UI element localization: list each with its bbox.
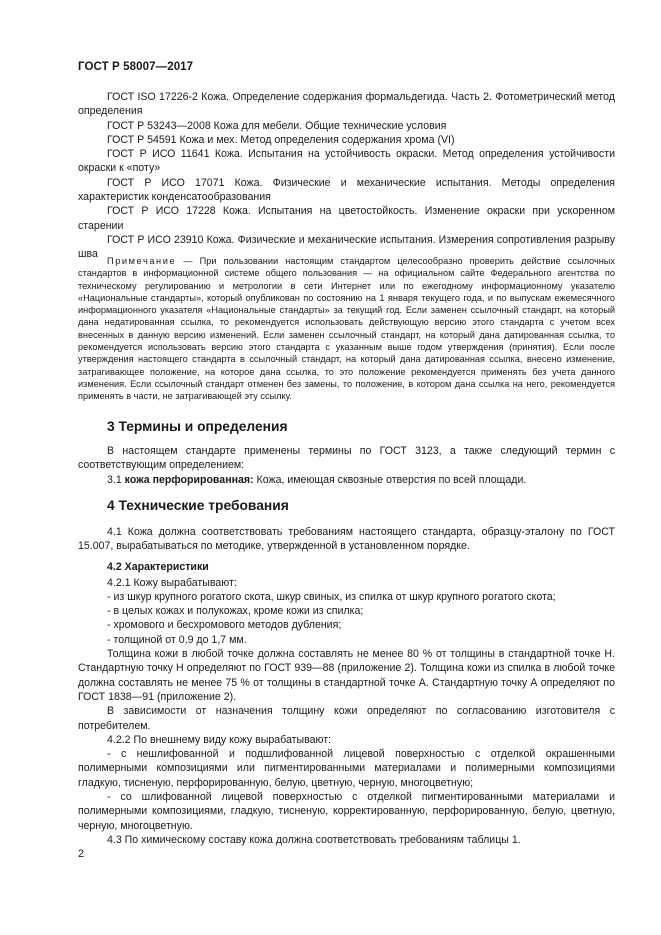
reference-item: ГОСТ Р ИСО 11641 Кожа. Испытания на устойчивость окраски. Метод определения устойчивости окраски к «поту» (78, 148, 615, 175)
list-item: - хромового и бесхромового методов дубления; (107, 619, 342, 632)
term-name: кожа перфорированная: (124, 473, 254, 486)
list-item: - в целых кожах и полукожах, кроме кожи из спилка; (107, 605, 364, 618)
note-label: Примечание (107, 256, 177, 266)
clause-4-1: 4.1 Кожа должна соответствовать требованиям настоящего стандарта, образцу-эталону по ГОСТ 15.007, вырабатываться по методике, утвержденной в установленном порядке. (78, 526, 615, 553)
reference-item: ГОСТ Р ИСО 17071 Кожа. Физические и механические испытания. Методы определения характеристик конденсатообразования (78, 176, 615, 204)
section-3-title: 3 Термины и определения (107, 419, 288, 434)
section-3-intro: В настоящем стандарте применены термины по ГОСТ 3123, а также следующий термин с соответствующим определением: (78, 445, 615, 472)
reference-item: ГОСТ Р 54591 Кожа и мех. Метод определения содержания хрома (VI) (107, 133, 455, 146)
list-item: - толщиной от 0,9 до 1,7 мм. (107, 633, 247, 646)
term-3-1: 3.1 кожа перфорированная: Кожа, имеющая сквозные отверстия по всей площади. (107, 473, 527, 486)
reference-item: ГОСТ ISO 17226-2 Кожа. Определение содержания формальдегида. Часть 2. Фотометрический метод определения (78, 91, 615, 118)
clause-4-2-1: 4.2.1 Кожу вырабатывают: (107, 576, 237, 589)
clause-4-3: 4.3 По химическому составу кожа должна соответствовать требованиям таблицы 1. (107, 833, 521, 846)
normative-references (78, 90, 615, 262)
list-item: - со шлифованной лицевой поверхностью с отделкой пигментированными материалами и полимерными композициями, гладкую, тисненую, корректированную, перфорированную, белую, цветную, черную, многоцветную. (78, 791, 615, 832)
section-4-title: 4 Технические требования (107, 498, 289, 513)
list-item: - с нешлифованной и подшлифованной лицевой поверхностью с отделкой окрашенными полимерными композициями или пигментированными материалами и полимерными композициями гладкую, тисненую, перфорированную, белую, цветную, черную, многоцветную; (78, 748, 615, 789)
agreement-paragraph: В зависимости от назначения толщину кожи определяют по согласованию изготовителя с потребителем. (78, 705, 615, 732)
reference-item: ГОСТ Р ИСО 17228 Кожа. Испытания на цветостойкость. Изменение окраски при ускоренном старении (78, 205, 615, 232)
section-3 (78, 419, 615, 487)
thickness-paragraph: Толщина кожи в любой точке должна составлять не менее 80 % от толщины в стандартной точке Н. Стандартную точку Н определяют по ГОСТ 939—88 (приложение 2). Толщина кожи из спилка в любой точке должна составлять не менее 75 % от толщины в стандартной точке А. Стандартную точку А определяют по ГОСТ 1838—91 (приложение 2). (78, 648, 615, 703)
section-4 (78, 498, 615, 847)
standard-code-header: ГОСТ Р 58007—2017 (78, 61, 194, 73)
note-text: — При пользовании настоящим стандартом целесообразно проверить действие ссылочных стандартов в информационной системе общего пользования — на официальном сайте Федерального агентства по техническому регулированию и метрологии в сети Интернет или по ежегодному информационному указателю «Национальные стандарты», который опубликован по состоянию на 1 января текущего года, и по выпускам ежемесячного информационного указателя «Национальные стандарты» за текущий год. Если заменен ссылочный стандарт, на который дана недатированная ссылка, то рекомендуется использовать действующую версию этого стандарта с учетом всех внесенных в данную версию изменений. Если заменен ссылочный стандарт, на который дана датированная ссылка, то рекомендуется использовать версию этого стандарта с указанным выше годом утверждения (принятия). Если после утверждения настоящего стандарта в ссылочный стандарт, на который дана датированная ссылка, внесено изменение, затрагивающее положение, на которое дана ссылка, то это положение рекомендуется применять без учета данного изменения. Если ссылочный стандарт отменен без замены, то положение, в котором дана ссылка на него, рекомендуется применять в части, не затрагивающей эту ссылку. (78, 256, 615, 402)
clause-4-2-heading: 4.2 Характеристики (107, 560, 209, 573)
page-number: 2 (78, 848, 85, 860)
reference-item: ГОСТ Р 53243—2008 Кожа для мебели. Общие технические условия (107, 119, 447, 132)
reference-note (78, 255, 615, 403)
clause-4-2-2: 4.2.2 По внешнему виду кожу вырабатывают: (107, 733, 332, 746)
list-item: - из шкур крупного рогатого скота, шкур свиных, из спилка от шкур крупного рогатого скота; (107, 590, 556, 603)
reference-item: ГОСТ Р ИСО 23910 Кожа. Физические и механические испытания. Измерения сопротивления разрыву шва (78, 233, 615, 261)
